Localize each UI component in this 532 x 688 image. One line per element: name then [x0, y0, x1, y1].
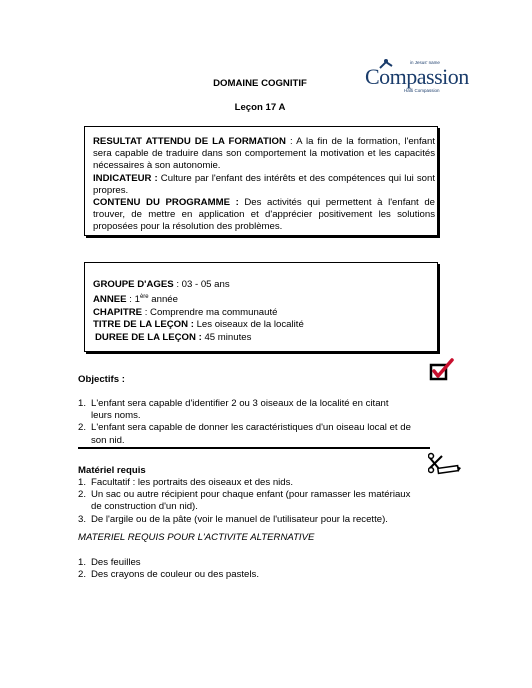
titre-label: TITRE DE LA LEÇON :	[93, 319, 194, 331]
logo-tagline-top: in Jesus' name	[410, 60, 440, 65]
duree-row	[93, 332, 304, 344]
list-item	[78, 569, 438, 581]
item-text: L'enfant sera capable d'identifier 2 ou 3 oiseaux de la localité en citant	[91, 398, 389, 409]
resultat-box	[84, 126, 438, 236]
item-text: Des crayons de couleur ou des pastels.	[91, 569, 259, 581]
item-text: Facultatif : les portraits des oiseaux et des nids.	[91, 477, 294, 488]
duree-value: 45 minutes	[201, 331, 252, 343]
item-text: son nid.	[91, 434, 125, 446]
item-text: De l'argile ou de la pâte (voir le manuel de l'utilisateur pour la recette).	[91, 513, 388, 525]
objectifs-list	[78, 398, 428, 447]
list-item	[78, 477, 438, 489]
list-item	[78, 557, 438, 569]
item-number: 2.	[78, 422, 87, 434]
domain-title: DOMAINE COGNITIF	[213, 78, 307, 89]
item-text: de construction d'un nid).	[91, 501, 198, 513]
list-item	[78, 514, 438, 526]
alternative-heading: MATERIEL REQUIS POUR L'ACTIVITE ALTERNATIVE	[78, 532, 315, 543]
item-number: 2.	[78, 569, 87, 581]
logo-tagline-bottom: Haïti Compassion	[404, 88, 440, 93]
chapitre-label: CHAPITRE	[93, 306, 143, 318]
item-text: Des feuilles	[91, 557, 141, 568]
annee-label: ANNEE	[93, 294, 127, 306]
annee-value-pre: : 1	[126, 294, 140, 306]
list-item-continued	[78, 435, 428, 447]
indicateur-label: INDICATEUR :	[93, 172, 158, 184]
materiel-list	[78, 477, 438, 526]
item-number: 1.	[78, 557, 87, 568]
compassion-logo	[360, 58, 469, 98]
list-item	[78, 489, 438, 501]
alternative-list	[78, 557, 438, 581]
list-item-continued	[78, 410, 428, 422]
list-item-continued	[78, 501, 438, 513]
checkbox-check-icon	[428, 358, 456, 382]
groupe-row	[93, 279, 304, 291]
logo-name: Compassion	[365, 64, 469, 89]
lesson-title: Leçon 17 A	[234, 102, 286, 113]
resultat-text: : A la fin de la formation, l'enfant sera capable de traduire dans son comportement la motivation et les capacités nécessaires à son autonomie.	[93, 136, 435, 172]
item-text: Un sac ou autre récipient pour chaque enfant (pour ramasser les matériaux	[91, 489, 411, 501]
annee-row	[93, 291, 304, 306]
groupe-label: GROUPE D'AGES	[93, 279, 174, 290]
annee-sup: ère	[139, 294, 149, 301]
duree-label: DUREE DE LA LEÇON :	[95, 331, 202, 343]
info-box	[84, 262, 438, 352]
chapitre-value: : Comprendre ma communauté	[142, 306, 278, 318]
item-number: 3.	[78, 513, 87, 525]
indicateur-text: Culture par l'enfant des intérêts et des compétences qui lui sont propres.	[93, 172, 436, 196]
section-divider	[78, 447, 430, 449]
item-number: 1.	[78, 398, 87, 409]
materiel-heading: Matériel requis	[78, 465, 146, 476]
contenu-label: CONTENU DU PROGRAMME :	[93, 197, 239, 209]
resultat-content	[93, 136, 435, 234]
list-item	[78, 398, 428, 410]
titre-row	[93, 319, 304, 331]
chapitre-row	[93, 307, 304, 319]
list-item	[78, 422, 428, 434]
contenu-text: Des activités qui permettent à l'enfant de trouver, de mettre en application et d'apprécier positivement les solutions proposées pour la résolution des problèmes.	[93, 197, 435, 233]
resultat-label: RESULTAT ATTENDU DE LA FORMATION	[93, 136, 286, 147]
item-text: leurs noms.	[91, 410, 141, 422]
objectifs-heading: Objectifs :	[78, 374, 125, 385]
pencil-scissors-icon	[428, 452, 462, 476]
annee-value-post: année	[148, 294, 178, 306]
item-number: 1.	[78, 477, 87, 488]
titre-value: Les oiseaux de la localité	[193, 319, 304, 331]
item-text: L'enfant sera capable de donner les caractéristiques d'un oiseau local et de	[91, 422, 411, 434]
info-content	[93, 279, 304, 344]
groupe-value: : 03 - 05 ans	[173, 279, 230, 290]
item-number: 2.	[78, 489, 87, 501]
